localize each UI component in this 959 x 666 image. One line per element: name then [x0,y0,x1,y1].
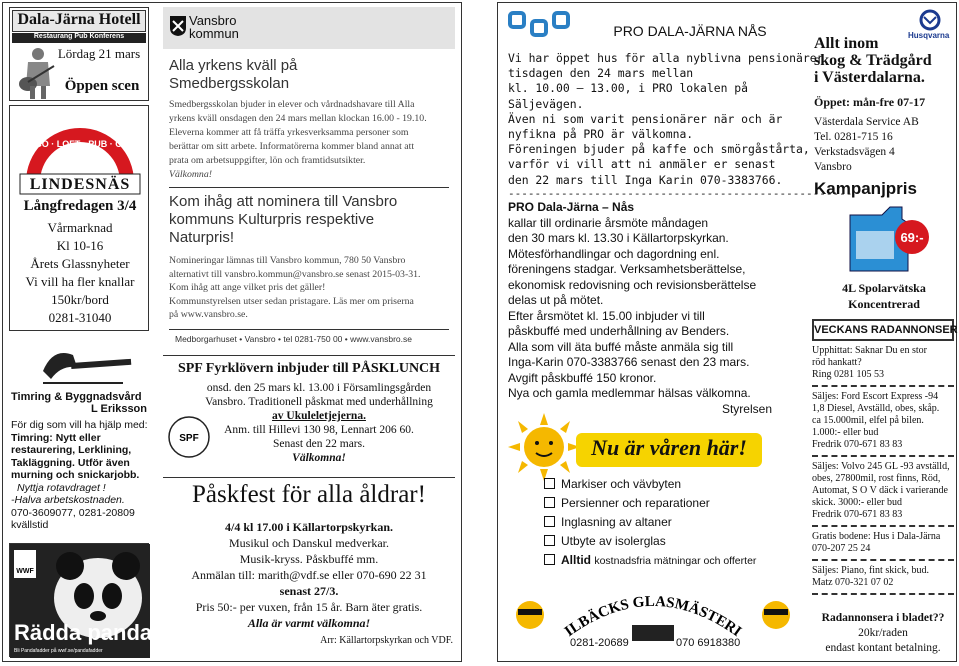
vansbro-welcome: Välkomna! [169,169,212,180]
divider [812,385,954,387]
wwf-ad [9,543,166,657]
paskfest-pris: Pris 50:- per vuxen, från 15 år. Barn äter gratis. [195,600,423,614]
timring-italic: -Halva arbetskostnaden. [11,494,125,506]
washer-fluid-image [842,203,932,273]
husqvarna-info-line: Tel. 0281-715 16 [814,131,893,143]
husqvarna-kampanj: Kampanjpris [814,179,917,198]
pro-title: PRO DALA-JÄRNA NÅS [613,23,767,39]
vansbro-p1-line: prata om arbetsuppgifter, lön och framtidsutsikter. [169,155,366,166]
pro-dashes: ---------------------------------------------------- [508,187,853,200]
radannonser [812,317,958,659]
pro-p1-line: varför vi vill att ni anmäler er senast [508,157,776,172]
ad-ring: Ring 0281 105 53 [812,369,884,380]
paskfest-time: 4/4 kl 17.00 i Källartorpskyrkan. [224,520,394,534]
vansbro-head1: Alla yrkens kväll på [169,57,298,74]
pro-p2-line: den 30 mars kl. 13.30 i Källartorpskyrkan. [508,231,729,245]
ad-line: Säljes: Ford Escort Express -94 [812,391,939,402]
pro-p2-line: Mötesförhandlingar och dagordning enl. [508,246,720,261]
hotel-subtitle: Restaurang Pub Konferens [12,33,146,43]
vansbro-head3 [169,193,455,247]
husqvarna-product: 4L Spolarvätska [842,281,926,295]
right-page [497,2,957,662]
timring-line: murning och snickarjobb. [11,469,140,481]
vansbro-p2-line: Nomineringar lämnas till Vansbro kommun, 780 50 Vansbro [169,255,406,266]
timring-line: Takläggning. Utför även [11,456,130,469]
timring-intro: För dig som vill ha hjälp med: [11,419,148,431]
radannonser-footer-line: endast kontant betalning. [825,642,941,654]
pro-para2 [508,200,802,417]
lindesnas-headline: Långfredagen 3/4 [23,198,137,214]
timring-line: restaurering, Lerklining, [11,444,132,456]
checkbox-icon [544,497,555,508]
pro-p2-line: påskbuffé med underhållning av Benders. [508,324,730,338]
husqvarna-head-line: skog & Trädgård [814,52,932,69]
ad-item [812,391,954,451]
ad-line: skick. 3000:- eller bud [812,497,902,508]
lindesnas-logo-text: LINDESNÄS [29,176,131,193]
lindesnas-line: Årets Glassnyheter [30,256,130,271]
pro-sign: Styrelsen [721,401,772,416]
ad-line: Säljes: Piano, fint skick, bud. [812,565,929,576]
husqvarna-info-line: Vansbro [814,161,852,173]
axe-icon [33,345,133,389]
divider [812,525,954,527]
ad-item [812,565,954,589]
husqvarna-ad [812,7,954,313]
ad-line: ca 15.000mil, elfel på bilen. [812,415,924,426]
timring-italic: Nyttja rotavdraget ! [17,481,106,494]
glas-brand-text: ILBÄCKS GLASMÄSTERI [561,593,745,641]
paskfest-title: Påskfest för alla åldrar! [192,481,426,508]
checkbox-icon [544,554,555,565]
radannonser-list [812,345,954,599]
hotel-title: Dala-Järna Hotell [12,10,146,32]
glas-spring: Nu är våren här! [591,435,747,460]
spf-line: onsd. den 25 mars kl. 13.00 i Församlingsgården [206,382,432,394]
radannonser-footer [812,611,954,656]
ad-line: 1.000:- eller bud [812,427,879,438]
paskfest-line: Musik-kryss. Påskbuffé mm. [239,552,379,566]
ad-ring: 070-207 25 24 [812,543,871,554]
ad-line: 1,8 Diesel, Avställd, obes, skåp. [812,403,940,414]
husqvarna-head-line: Allt inom [814,35,879,52]
vansbro-logo-line1: Vansbro [189,13,237,28]
pro-p2-line: Inga-Karin 070-3383766 senast den 23 mars. [508,355,750,369]
glas-item [544,551,802,571]
pro-p2-line: Avgift påskbuffé 150 kronor. [508,370,657,385]
spf-logo-text: SPF [179,433,199,444]
glas-item-text: Markiser och vävbyten [561,477,682,491]
husqvarna-open: Öppet: mån-fre 07-17 [814,95,926,109]
ad-ring: Matz 070-321 07 02 [812,577,894,588]
pro-p1-line: tisdagen den 24 mars mellan [508,66,694,81]
spf-line: Vansbro. Traditionell påskmat med underhållning [205,396,433,408]
checkbox-icon [544,516,555,527]
ad-item [812,345,954,381]
radannonser-title: VECKANS RADANNONSER [812,319,954,341]
wwf-small: Bli Pandafadder på wwf.se/pandafadder [14,648,103,654]
ad-item [812,461,954,521]
vansbro-head2: Smedbergsskolan [169,75,290,92]
glas-list [544,475,802,571]
vansbro-ad [163,7,455,347]
divider [163,477,455,478]
ad-line: obes, 27800mil, rost finns, Röd, [812,473,941,484]
vansbro-para2 [169,254,455,322]
vansbro-p1-line: berättar om sitt arbete. Informatörerna kommer bland annat att [169,141,415,152]
paskfest-senast: senast 27/3. [279,584,339,598]
vansbro-logo-line2: kommun [189,26,239,41]
sun-icon [504,411,584,481]
ad-line: Säljes: Volvo 245 GL -93 avställd, [812,461,950,472]
timring-title: Timring & Byggnadsvård [11,391,142,403]
vansbro-p2-line: alternativt till vansbro.kommun@vansbro.se senast 2015-03-31. [169,268,421,280]
glas-item-text: Utbyte av isolerglas [561,534,666,548]
ad-line: Gratis bodene: Hus i Dala-Järna [812,531,941,542]
hotel-scene: Öppen scen [64,78,140,94]
pro-p2-line: delas ut på mötet. [508,293,604,307]
lindesnas-line: Vi vill ha fler knallar [25,274,135,289]
husqvarna-info-line: Verkstadsvägen 4 [814,146,895,158]
sun-sunglasses-icon [516,601,544,629]
vansbro-para1 [169,98,455,182]
glas-ad [504,411,802,659]
pro-p1-line: Föreningen bjuder på kaffe och smörgåstårta, [508,142,810,157]
radannonser-footer-line: 20kr/raden [858,627,908,639]
pro-para1 [508,51,824,188]
timring-name: L Eriksson [90,403,147,415]
vansbro-head3-line: kommuns Kulturpris respektive [169,211,375,228]
husqvarna-head-line: i Västerdalarna. [814,69,925,86]
vansbro-p1-line: Eleverna kommer att få träffa yrkesverksamma personer som [169,127,409,138]
price-tag-text: 69:- [900,230,924,245]
vansbro-footer: Medborgarhuset • Vansbro • tel 0281-750 00 • www.vansbro.se [175,334,412,344]
timring-line: Timring: Nytt eller [11,431,101,444]
husqvarna-info [814,115,954,175]
ad-ring: Fredrik 070-671 83 83 [812,509,903,520]
pro-p2-line: kallar till ordinarie årsmöte måndagen [508,215,709,230]
divider [812,455,954,457]
left-page [2,2,462,662]
glas-item [544,532,802,551]
divider [812,559,954,561]
spf-body [203,381,435,465]
spf-title: SPF Fyrklövern inbjuder till PÅSKLUNCH [177,361,441,376]
divider [169,187,449,188]
vansbro-head3-line: Naturpris! [169,229,235,246]
spf-line: Senast den 22 mars. [273,438,365,450]
paskfest-ad [163,477,455,657]
divider [169,329,449,330]
pro-logo [508,9,578,47]
glas-item-rest: kostnadsfria mätningar och offerter [594,555,757,567]
spf-line: av Ukuleletjejerna. [272,410,366,422]
pro-p2-line: föreningens stadgar. Verksamhetsberättelse, [508,262,746,276]
vansbro-p2-line: på www.vansbro.se. [169,309,248,320]
hotel-date: Lördag 21 mars [57,46,141,61]
glas-logo [504,579,802,659]
glas-item [544,494,802,513]
glas-item [544,475,802,494]
hotel-ad [9,7,149,101]
vansbro-p1-line: Smedbergsskolan bjuder in elever och vårdnadshavare till Alla [169,99,415,110]
pro-p1-line: den 22 mars till Inga Karin 070-3383766. [508,172,783,187]
timring-ad [9,343,149,533]
lindesnas-line: 150kr/bord [51,292,109,307]
wwf-logo: WWF [14,550,36,578]
vansbro-p1-line: yrkens kväll onsdagen den 24 mars mellan klockan 16.00 - 19.10. [169,113,427,124]
vansbro-head3-line: Kom ihåg att nominera till Vansbro [169,193,398,210]
checkbox-icon [544,535,555,546]
paskfest-welcome: Alla är varmt välkomna! [247,616,371,630]
radannonser-footer-line: Radannonsera i bladet?? [821,612,945,624]
wwf-title: Rädda pandan [14,620,166,645]
lindesnas-arc-text: DISCO · LOFT · PUB · CAFÉ [20,139,140,149]
spf-welcome: Välkomna! [292,452,346,464]
paskfest-line: Musikul och Danskul medverkar. [229,536,389,550]
husqvarna-info-line: Västerdala Service AB [814,116,919,128]
vansbro-p2-line: Kommunstyrelsen utser sedan pristagare. Läs mer om priserna [169,295,414,307]
glas-phone1: 0281-20689 [570,637,629,649]
lindesnas-line: Vårmarknad [47,220,113,235]
lindesnas-ad [9,105,149,331]
pro-p1-line: Även ni som varit pensionärer när och är [508,111,783,126]
checkbox-icon [544,478,555,489]
paskfest-body [163,519,455,631]
lindesnas-lines [10,219,150,327]
glas-item-text: Inglasning av altaner [561,515,672,529]
timring-time: kvällstid [11,519,49,531]
pro-p1-line: nyfikna på PRO är välkomna. [508,127,694,142]
timring-body [11,419,149,532]
ad-line: röd hankatt? [812,357,862,368]
husqvarna-head [814,35,954,86]
pro-p2-line: Alla som vill äta buffé måste anmäla sig till [508,339,734,354]
lindesnas-line: 0281-31040 [48,310,112,325]
vansbro-crest-icon [169,15,187,37]
pro-p2-line: Nya och gamla medlemmar hälsas välkomna. [508,386,751,400]
glasmastare-figure [632,625,674,641]
husqvarna-koncentrerad: Koncentrerad [848,297,920,311]
glas-phone2: 070 6918380 [676,637,741,649]
glas-item [544,513,802,532]
ad-ring: Fredrik 070-671 83 83 [812,439,903,450]
timring-phone: 070-3609077, 0281-20809 [11,506,135,519]
divider [812,593,954,595]
lindesnas-line: Kl 10-16 [56,238,104,253]
paskfest-arr: Arr: Källartorpskyrkan och VDF. [320,635,453,646]
pro-p1-line: Vi har öppet hus för alla nyblivna pensionärer [508,51,824,65]
glas-item-bold: Alltid [561,553,591,567]
husqvarna-brand: Husqvarna [908,31,950,40]
ad-line: Upphittat: Saknar Du en stor [812,345,927,356]
divider [163,355,455,356]
pro-p1-line: kl. 10.00 – 13.00, i PRO lokalen på [508,81,749,96]
ad-line: Automat, S O V däck i varierande [812,485,948,496]
pro-p2-line: ekonomisk redovisning och revisionsberättelse [508,277,757,292]
ad-item [812,531,954,555]
spf-line: Anm. till Hillevi 130 98, Lennart 206 60. [224,424,414,436]
paskfest-anm: Anmälan till: marith@vdf.se eller 070-690 22 31 [191,568,427,582]
pro-p1-line: Säljevägen. [508,96,584,111]
vansbro-p2-line: Kom ihåg att ange vilket pris det gäller! [169,282,326,293]
glas-item-text: Persienner och reparationer [561,496,710,510]
spf-ad [163,355,455,473]
pro-p2-line: Efter årsmötet kl. 15.00 inbjuder vi till [508,308,705,323]
pro-sub: PRO Dala-Järna – Nås [508,200,635,214]
